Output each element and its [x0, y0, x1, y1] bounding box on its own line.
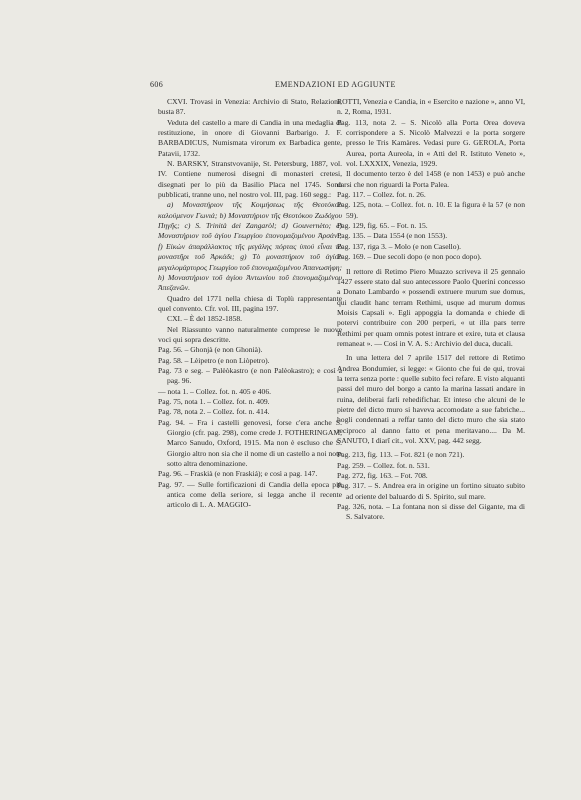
right-column-paragraph: Pag. 272, fig. 163. – Fot. 708.	[337, 471, 428, 481]
page-number: 606	[150, 80, 164, 89]
right-column-paragraph: In una lettera del 7 aprile 1517 del rettore di Retimo Andrea Bondumier, si legge: « Gionto che fui de qui, trovai la terra senza porte : quelle subito feci refare. E visto alquanti passi del muro del borgo a canto la marina lassati andare in ruina, deliberai farli rehedifichar. Et inteso che alcuni de le pietre del dicto muro si haveva accomodate a sue fabriche... hogli condennati a reffar tanto del dicto muro che sia stato reciproco al danno fatto et pena meritavano.... Da M. SANUTO, I diarî cit., vol. XXV, pag. 442 segg.	[337, 353, 525, 445]
left-column-paragraph: CXI. – È del 1852-1858.	[167, 314, 243, 324]
running-title: EMENDAZIONI ED AGGIUNTE	[275, 80, 396, 89]
left-column-paragraph: — nota 1. – Collez. fot. n. 405 e 406.	[158, 386, 272, 396]
left-column-paragraph: Pag. 94. – Fra i castelli genovesi, forse c'era anche S. Giorgio (cfr. pag. 298), come crede J. FOTHERINGAM, Marco Sanudo, Oxford, 1915. Ma non è escluso che S. Giorgio altro non sia che il nome di un castello a noi noto sotto altra denominazione.	[158, 417, 342, 469]
left-column-paragraph: Pag. 78, nota 2. – Collez. fot. n. 414.	[158, 407, 270, 417]
right-column-paragraph: Pag. 169. – Due secoli dopo (e non poco dopo).	[337, 252, 482, 262]
left-column-paragraph: Quadro del 1771 nella chiesa di Toplù rappresentante quel convento. Cfr. vol. III, pagina 197.	[158, 293, 342, 313]
left-column-paragraph: N. BARSKY, Stranstvovanije, St. Petersburg, 1887, vol. IV. Contiene numerosi disegni di monasteri cretesi, disegnati per lo più da Basilio Placa nel 1745. Sono pubblicati, tranne uno, nel nostro vol. III, pag. 160 segg.:	[158, 159, 342, 200]
right-column-paragraph: Il documento terzo è del 1458 (e non 1453) e può anche darsi che non riguardi la Porta Palea.	[337, 169, 525, 189]
left-column-paragraph: Pag. 75, nota 1. – Collez. fot. n. 409.	[158, 396, 270, 406]
right-column-paragraph: Pag. 117. – Collez. fot. n. 26.	[337, 190, 426, 200]
right-column-paragraph: Pag. 129, fig. 65. – Fot. n. 15.	[337, 221, 428, 231]
right-column-paragraph: Il rettore di Retimo Piero Muazzo scriveva il 25 gennaio 1427 essere stato dal suo antecessore Paolo Querini concesso a Donato Lambardo « possendi extruere murum sue domus, qui claudit hanc terram Rethimi, usque ad murum domus Moisis Capsali ». Egli appoggia la domanda e chiede di potervi contribuire con 200 perperi, « ut illa pars terre Rethimi per quam omnis potest intrare et exire, tuta et clausa remaneat ». — Così in V. A. S.: Archivio del duca, ducali.	[337, 266, 525, 348]
left-column-paragraph: Pag. 58. – Lèipetro (e non Liòpetro).	[158, 355, 270, 365]
left-column-paragraph: Pag. 73 e seg. – Palèòkastro (e non Palèokastro); e così a pag. 96.	[158, 365, 342, 386]
left-column-paragraph: Nel Riassunto vanno naturalmente comprese le nuove voci qui sopra descritte.	[158, 324, 342, 344]
right-column-paragraph: Pag. 135. – Data 1554 (e non 1553).	[337, 231, 448, 241]
left-column-paragraph: Pag. 96. – Fraskià (e non Fraskiá); e così a pag. 147.	[158, 469, 318, 479]
right-column-paragraph: ROTTI, Venezia e Candia, in « Esercito e nazione », anno VI, n. 2, Roma, 1931.	[337, 97, 525, 117]
left-column-paragraph: Veduta del castello a mare di Candia in una medaglia di restituzione, in onore di Giovanni Barbarigo. J. F. BARBADICUS, Numismata virorum ex Barbadica gente, Patavii, 1732.	[158, 117, 342, 158]
left-column-paragraph: Pag. 97. — Sulle fortificazioni di Candia della epoca più antica come della seriore, si legga anche il recente articolo di L. A. MAGGIO-	[158, 479, 342, 510]
right-column	[337, 97, 525, 523]
right-column-paragraph: Pag. 317. – S. Andrea era in origine un fortino situato subito ad oriente del baluardo di S. Spirito, sul mare.	[337, 481, 525, 501]
right-column-paragraph: Pag. 125, nota. – Collez. fot. n. 10. E la figura è la 57 (e non 59).	[337, 200, 525, 220]
right-column-paragraph: Pag. 259. – Collez. fot. n. 531.	[337, 460, 430, 470]
right-column-paragraph: Pag. 213, fig. 113. – Fot. 821 (e non 721).	[337, 450, 465, 460]
left-column	[158, 97, 342, 511]
right-column-paragraph: Pag. 326, nota. – La fontana non si disse del Gigante, ma di S. Salvatore.	[337, 502, 525, 522]
left-column-paragraph: CXVI. Trovasi in Venezia: Archivio di Stato, Relazioni, busta 87.	[158, 97, 342, 117]
right-column-paragraph: Pag. 137, riga 3. – Molo (e non Casello).	[337, 241, 462, 251]
left-column-paragraph: Pag. 56. – Ghonjà (e non Ghonià).	[158, 345, 263, 355]
left-column-paragraph: a) Μοναστήριον τῆς Κοιμήσεως τῆς Θεοτόκου καλούμενον Γωνιά; b) Μοναστήριον τῆς Θεοτόκου Ζωδόχου Πηγῆς; c) S. Trinità dei Zangaròl; d) Gouvernèto; e) Μοναστήριον τοῦ ἁγίου Γεωργίου ἐπονομαζομένου Ἀρσάνι; f) Εἰκὼν ἀπαράλλακτος τῆς μεγάλης πόρτας ὑπού εἶναι τὸ μοναστῆρι τοῦ Ἀρκάδι; g) Τὸ μοναστήριον τοῦ ἁγίου μεγαλομάρτυρος Γεωργίου τοῦ ἐπονομαζομένου Ἀπανωσήφη; h) Μοναστήριον τοῦ ἁγίου Ἀντωνίου τοῦ ἐπονομαζομένου Ἀπεζανῶν.	[158, 200, 342, 293]
right-column-paragraph: Pag. 113, nota 2. – S. Nicolò alla Porta Orea doveva corrispondere a S. Nicolò Malvezzi e la porta sorgere presso le Tris Kamàres. Vedasi pure G. GEROLA, Porta Aurea, porta Aureola, in « Atti del R. Istituto Veneto », vol. LXXXIX, Venezia, 1929.	[337, 117, 525, 169]
